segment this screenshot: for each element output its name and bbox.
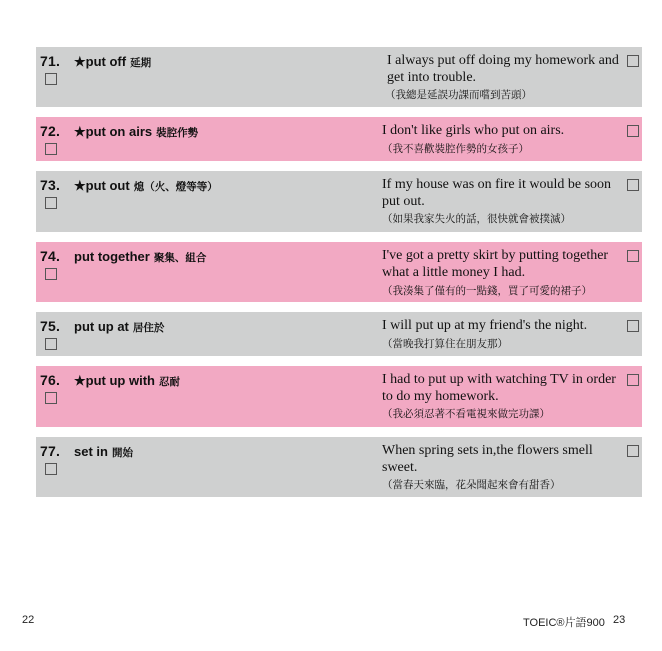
phrase-text	[74, 373, 180, 389]
phrase-text	[74, 319, 164, 335]
left-page-number: 22	[22, 614, 35, 626]
entry-76	[36, 366, 642, 427]
entry-number: 72.	[40, 123, 61, 139]
example-translation: （我總是延誤功課而嚐到苦頭）	[385, 89, 532, 101]
example-sentence: I've got a pretty skirt by putting together what a little money I had.	[382, 248, 609, 280]
example-translation: （如果我家失火的話，很快就會被撲滅）	[382, 213, 571, 225]
phrase-label: ★put out	[74, 178, 130, 193]
phrase-label: ★put off	[74, 54, 127, 69]
phrase-text	[74, 178, 218, 194]
phrase-label: put together	[74, 249, 150, 264]
example-translation: （當晚我打算住在朋友那）	[382, 338, 508, 350]
checkbox[interactable]	[45, 73, 57, 85]
entry-number: 73.	[40, 177, 61, 193]
phrase-meaning: 熄（火、燈等等）	[133, 181, 218, 193]
phrase-label: put up at	[74, 319, 129, 334]
example-translation: （當春天來臨，花朵聞起來會有甜香）	[382, 479, 561, 491]
entry-number: 76.	[40, 372, 61, 388]
right-page-number: 23	[613, 614, 626, 626]
phrase-text	[74, 249, 206, 265]
phrase-text	[74, 444, 133, 460]
phrase-text	[74, 54, 151, 70]
entry-73	[36, 171, 642, 232]
example-sentence: I had to put up with watching TV in order to do my homework.	[382, 372, 616, 404]
phrase-label: ★put up with	[74, 373, 155, 388]
phrase-meaning: 開始	[111, 447, 133, 459]
checkbox[interactable]	[45, 338, 57, 350]
checkbox[interactable]	[627, 125, 639, 137]
entry-74	[36, 242, 642, 302]
entry-number: 77.	[40, 443, 61, 459]
phrase-meaning: 居住於	[132, 322, 165, 334]
phrase-label: set in	[74, 444, 108, 459]
checkbox[interactable]	[627, 320, 639, 332]
checkbox[interactable]	[627, 179, 639, 191]
checkbox[interactable]	[627, 374, 639, 386]
checkbox[interactable]	[45, 197, 57, 209]
example-translation: （我必須忍著不看電視來做完功課）	[382, 408, 550, 420]
checkbox[interactable]	[45, 392, 57, 404]
checkbox[interactable]	[45, 463, 57, 475]
checkbox[interactable]	[45, 143, 57, 155]
checkbox[interactable]	[45, 268, 57, 280]
entry-71	[36, 47, 642, 107]
entry-number: 71.	[40, 53, 61, 69]
phrase-meaning: 裝腔作勢	[156, 127, 199, 139]
entry-number: 75.	[40, 318, 61, 334]
example-sentence: If my house was on fire it would be soon put out.	[382, 177, 612, 209]
example-sentence: I don't like girls who put on airs.	[382, 123, 565, 138]
entry-77	[36, 437, 642, 497]
checkbox[interactable]	[627, 55, 639, 67]
entry-75	[36, 312, 642, 356]
entry-72	[36, 117, 642, 161]
example-translation: （我湊集了僅有的一點錢，買了可愛的裙子）	[382, 285, 592, 297]
example-sentence: I always put off doing my homework and get into trouble.	[387, 53, 619, 85]
entry-number: 74.	[40, 248, 61, 264]
checkbox[interactable]	[627, 250, 639, 262]
checkbox[interactable]	[627, 445, 639, 457]
example-sentence: I will put up at my friend's the night.	[382, 318, 588, 333]
example-sentence: When spring sets in,the flowers smell sweet.	[382, 443, 593, 475]
example-translation: （我不喜歡裝腔作勢的女孩子）	[382, 143, 529, 155]
phrase-meaning: 延期	[130, 57, 152, 69]
phrase-meaning: 忍耐	[158, 376, 180, 388]
phrase-meaning: 聚集、組合	[153, 252, 207, 264]
book-title: TOEIC®片語900	[523, 617, 605, 629]
phrase-label: ★put on airs	[74, 124, 153, 139]
phrase-text	[74, 124, 198, 140]
